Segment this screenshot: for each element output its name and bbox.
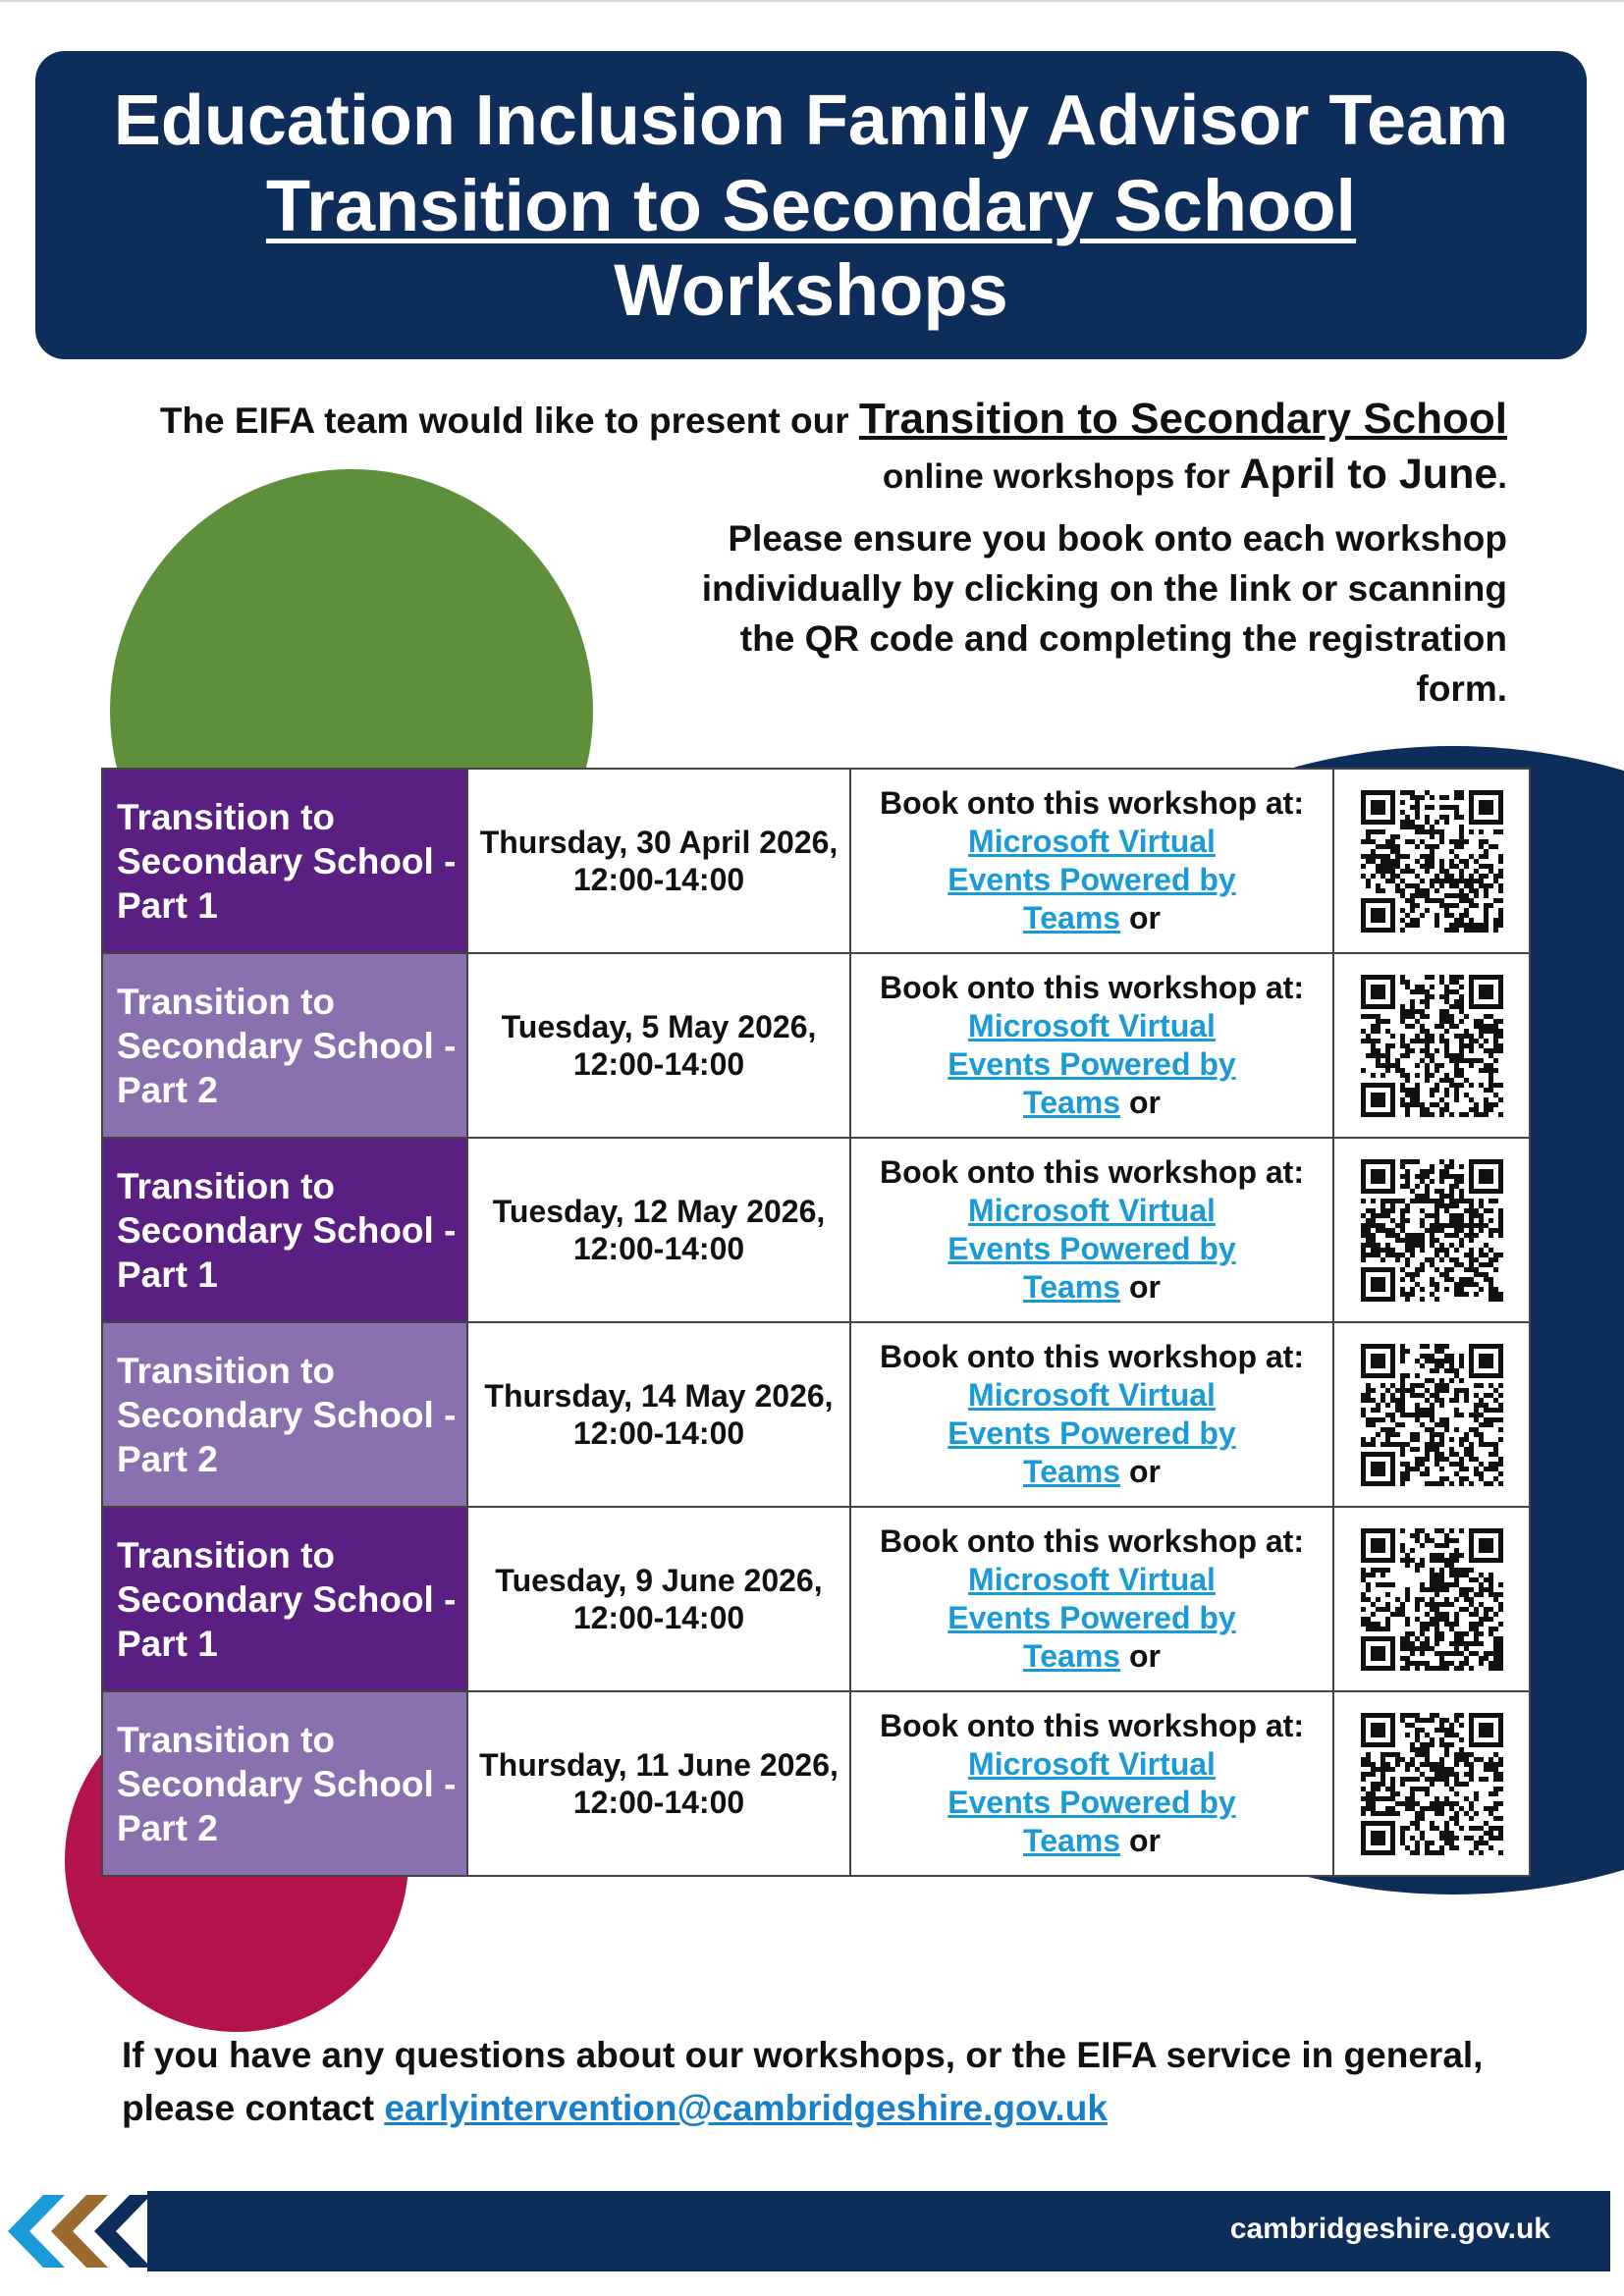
intro-pre-text: The EIFA team would like to present our [159, 400, 849, 441]
intro-line-1 [128, 393, 1507, 448]
booking-link[interactable]: Microsoft Virtual Events Powered by Teams [947, 1193, 1236, 1305]
booking-link-line [851, 1007, 1332, 1122]
workshop-date-cell: Thursday, 11 June 2026, 12:00-14:00 [467, 1691, 850, 1876]
booking-link[interactable]: Microsoft Virtual Events Powered by Teams [947, 824, 1236, 935]
booking-label: Book onto this workshop at: [880, 1523, 1304, 1559]
site-url[interactable]: cambridgeshire.gov.uk [1229, 2213, 1550, 2245]
booking-or-text: or [1128, 900, 1161, 935]
workshop-schedule-table [101, 768, 1531, 1877]
intro-highlight: Transition to Secondary School [858, 395, 1507, 443]
booking-link[interactable]: Microsoft Virtual Events Powered by Teams [947, 1562, 1236, 1674]
top-divider [0, 0, 1624, 2]
qr-code-icon[interactable] [1361, 1528, 1503, 1671]
booking-link[interactable]: Microsoft Virtual Events Powered by Teams [947, 1746, 1236, 1858]
booking-or-text: or [1128, 1085, 1161, 1120]
booking-cell [850, 1322, 1333, 1507]
booking-link[interactable]: Microsoft Virtual Events Powered by Teams [947, 1377, 1236, 1489]
booking-label: Book onto this workshop at: [880, 970, 1304, 1005]
booking-link-line [851, 1561, 1332, 1676]
qr-cell [1333, 769, 1530, 953]
booking-or-text: or [1128, 1638, 1161, 1674]
qr-code-icon[interactable] [1361, 975, 1503, 1117]
intro-section [128, 393, 1507, 714]
booking-cell [850, 769, 1333, 953]
qr-cell [1333, 1138, 1530, 1322]
workshop-title-cell: Transition to Secondary School -Part 1 [102, 1138, 467, 1322]
workshop-title-cell: Transition to Secondary School -Part 2 [102, 953, 467, 1138]
workshop-date-cell: Tuesday, 5 May 2026, 12:00-14:00 [467, 953, 850, 1138]
intro-end: . [1497, 457, 1507, 496]
qr-code-icon[interactable] [1361, 1344, 1503, 1486]
booking-notice: Please ensure you book onto each workshop individually by clicking on the link or scanning the QR code and completing the registration form. [701, 518, 1507, 709]
qr-code-icon[interactable] [1361, 1159, 1503, 1302]
booking-label: Book onto this workshop at: [880, 1154, 1304, 1190]
cambridgeshire-chevron-logo [0, 2191, 167, 2271]
workshop-title-cell: Transition to Secondary School -Part 1 [102, 769, 467, 953]
qr-cell [1333, 1322, 1530, 1507]
qr-code-icon[interactable] [1361, 790, 1503, 933]
booking-link[interactable]: Microsoft Virtual Events Powered by Teams [947, 1008, 1236, 1120]
booking-label: Book onto this workshop at: [880, 785, 1304, 821]
booking-or-text: or [1128, 1269, 1161, 1305]
booking-link-line [851, 823, 1332, 937]
workshop-date-cell: Tuesday, 12 May 2026, 12:00-14:00 [467, 1138, 850, 1322]
title-banner [35, 51, 1587, 359]
footer-bar [0, 2191, 1624, 2271]
intro-period: April to June [1239, 451, 1498, 498]
qr-cell [1333, 953, 1530, 1138]
booking-link-line [851, 1745, 1332, 1860]
workshop-title-cell: Transition to Secondary School -Part 1 [102, 1507, 467, 1691]
team-title: Education Inclusion Family Advisor Team [113, 81, 1509, 160]
intro-line-2 [128, 448, 1507, 504]
workshop-date-cell: Thursday, 14 May 2026, 12:00-14:00 [467, 1322, 850, 1507]
workshop-date-cell: Tuesday, 9 June 2026, 12:00-14:00 [467, 1507, 850, 1691]
workshop-title: Transition to Secondary School [265, 165, 1357, 246]
booking-label: Book onto this workshop at: [880, 1708, 1304, 1743]
booking-cell [850, 1138, 1333, 1322]
booking-link-line [851, 1376, 1332, 1491]
workshop-title-cell: Transition to Secondary School -Part 2 [102, 1691, 467, 1876]
workshop-row [102, 953, 1530, 1138]
workshop-row [102, 769, 1530, 953]
workshop-row [102, 1322, 1530, 1507]
qr-cell [1333, 1691, 1530, 1876]
workshop-row [102, 1507, 1530, 1691]
qr-cell [1333, 1507, 1530, 1691]
booking-link-line [851, 1192, 1332, 1307]
workshops-subtitle: Workshops [614, 249, 1008, 331]
booking-cell [850, 1507, 1333, 1691]
booking-or-text: or [1128, 1454, 1161, 1489]
contact-text: If you have any questions about our workshops, or the EIFA service in general, please contact [122, 2035, 1484, 2128]
booking-or-text: or [1128, 1823, 1161, 1858]
intro-mid-text: online workshops for [882, 457, 1230, 496]
qr-code-icon[interactable] [1361, 1713, 1503, 1855]
workshop-date-cell: Thursday, 30 April 2026, 12:00-14:00 [467, 769, 850, 953]
booking-label: Book onto this workshop at: [880, 1339, 1304, 1374]
booking-cell [850, 1691, 1333, 1876]
contact-paragraph [122, 2029, 1496, 2135]
contact-email-link[interactable]: earlyintervention@cambridgeshire.gov.uk [384, 2088, 1108, 2128]
workshop-title-cell: Transition to Secondary School -Part 2 [102, 1322, 467, 1507]
booking-cell [850, 953, 1333, 1138]
workshop-row [102, 1138, 1530, 1322]
workshop-row [102, 1691, 1530, 1876]
